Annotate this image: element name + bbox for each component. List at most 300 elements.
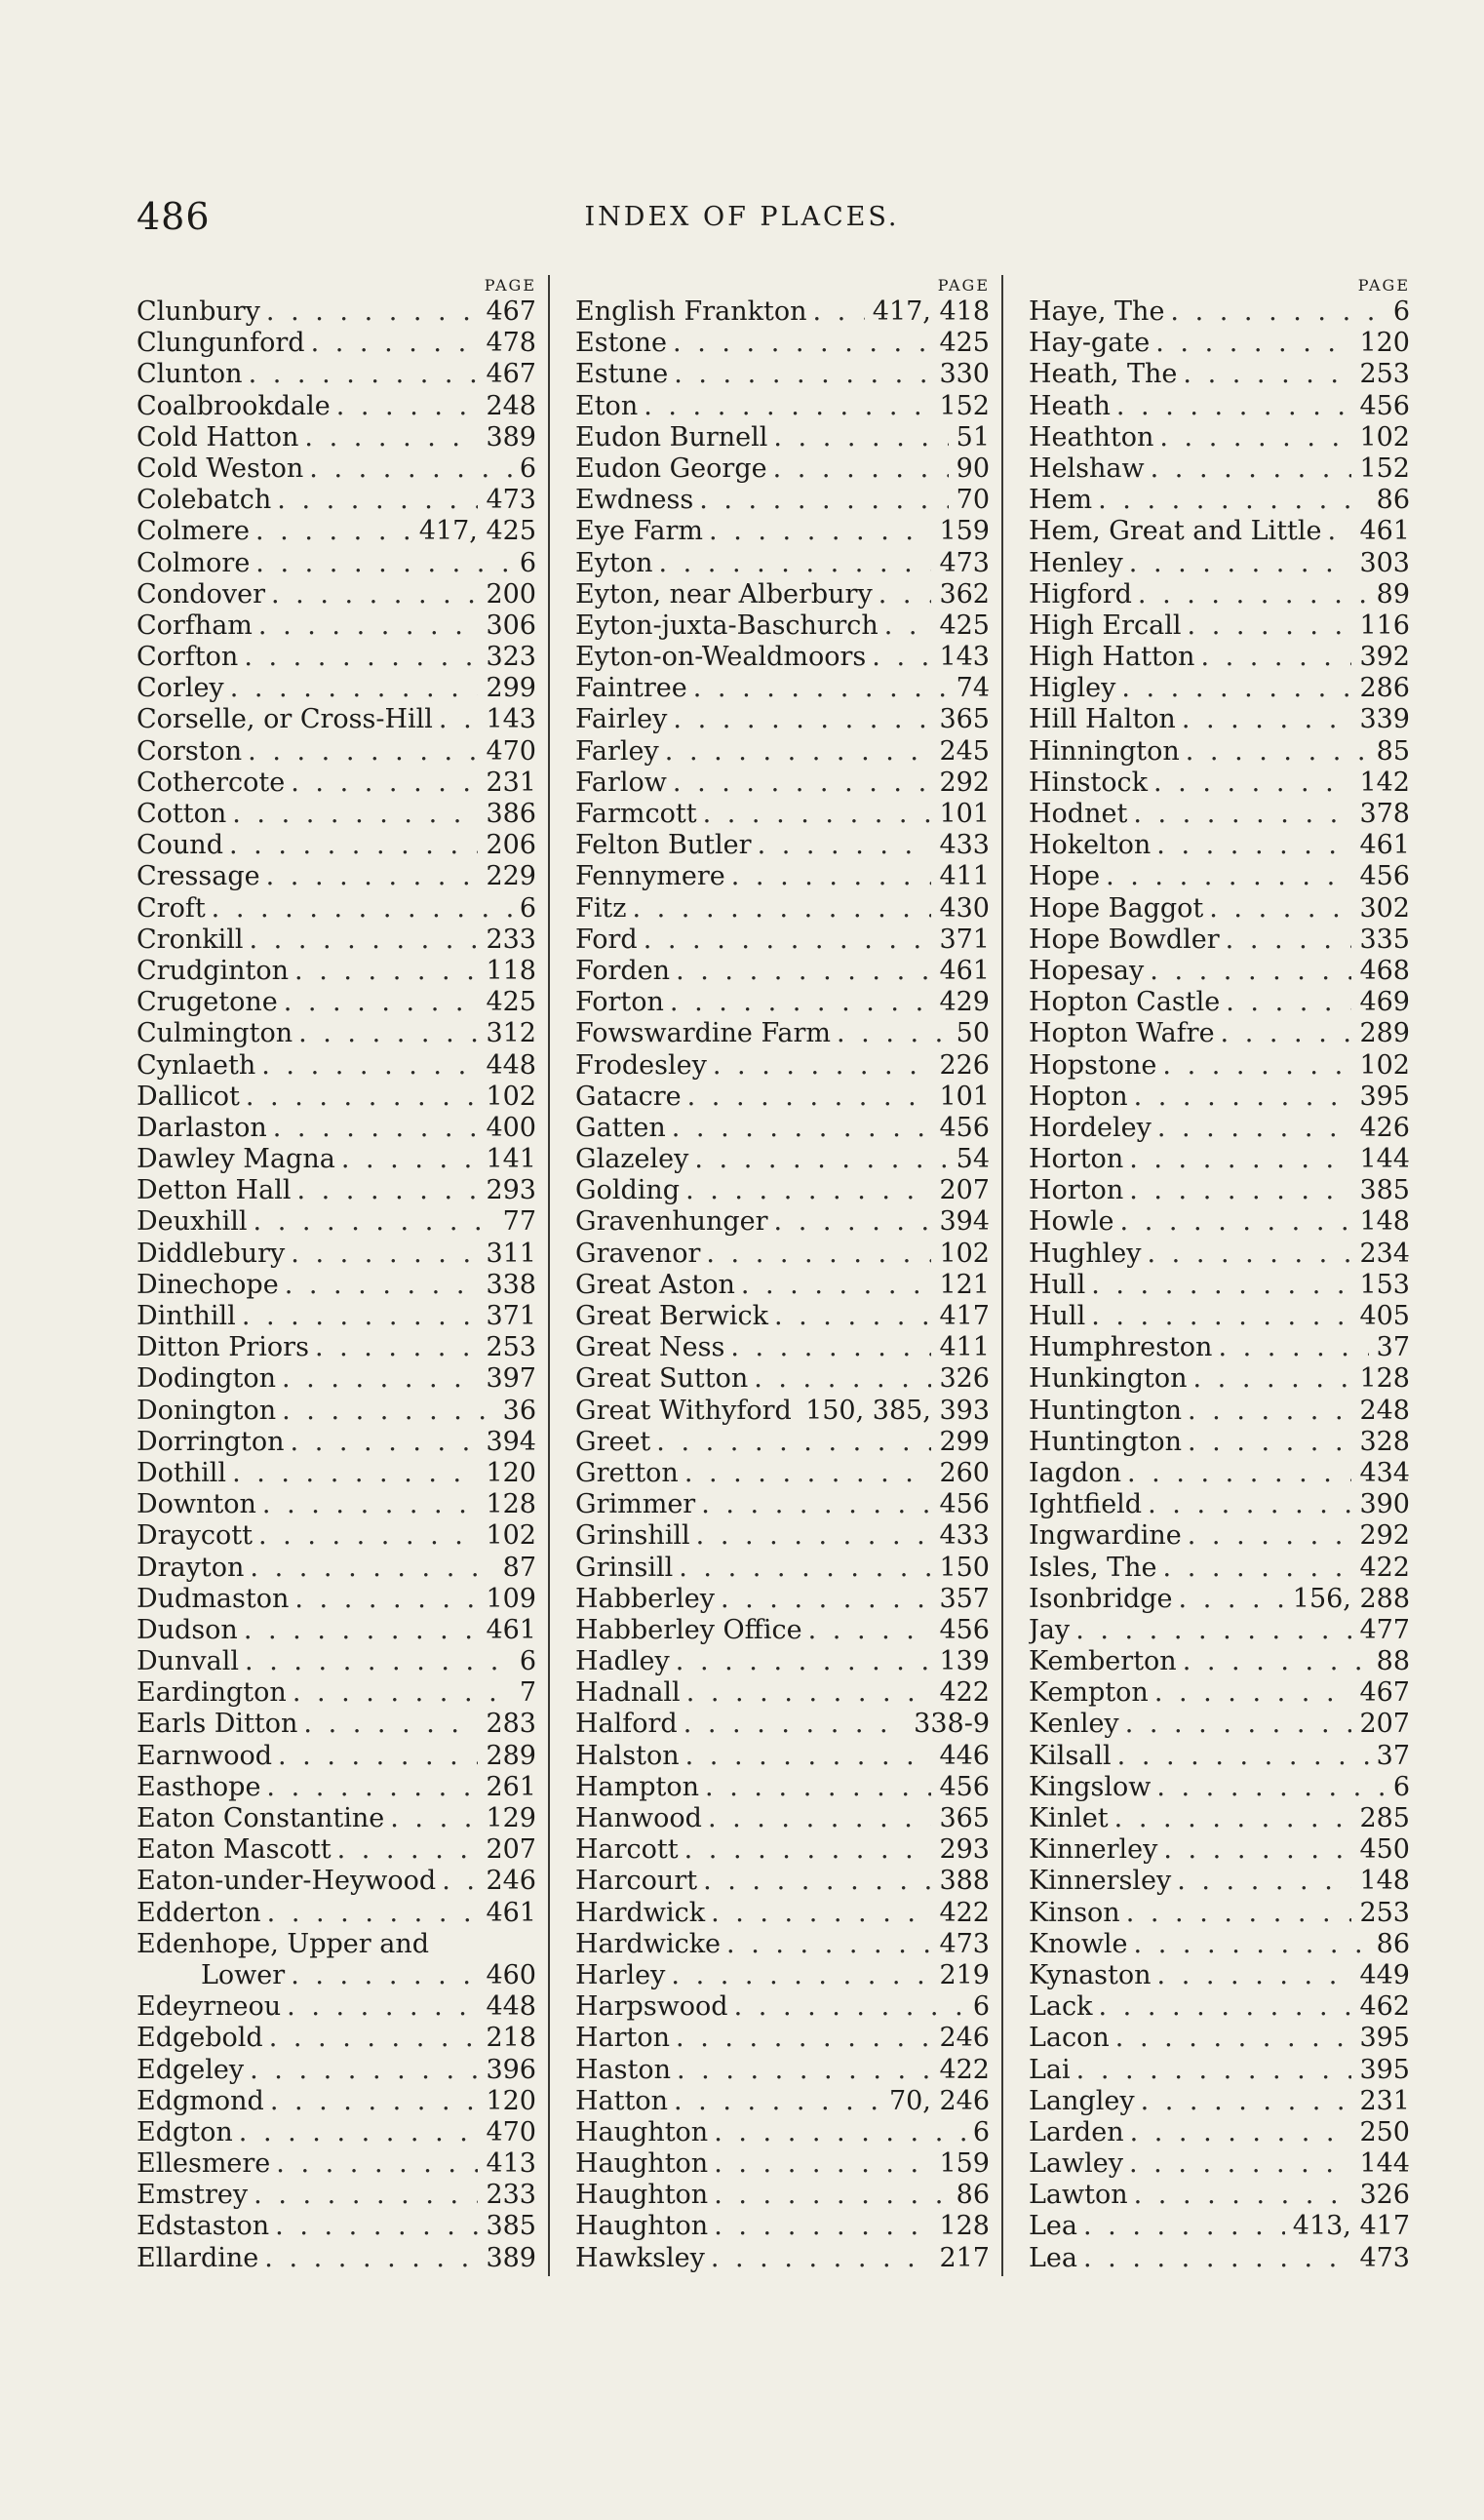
page-reference: 6 bbox=[972, 1991, 990, 2023]
index-entry bbox=[137, 1270, 536, 1301]
index-entry bbox=[575, 2117, 990, 2148]
index-entry bbox=[1029, 2086, 1410, 2117]
dot-leader bbox=[1111, 391, 1352, 422]
index-column-1 bbox=[137, 275, 548, 2276]
place-name: Hawksley bbox=[575, 2242, 705, 2273]
index-entry bbox=[137, 1991, 536, 2023]
page-reference: 88 bbox=[1376, 1646, 1410, 1677]
place-name: Estone bbox=[575, 328, 668, 359]
dot-leader bbox=[250, 516, 411, 547]
index-entry bbox=[137, 1427, 536, 1458]
index-entry bbox=[575, 579, 990, 610]
page-reference: 234 bbox=[1359, 1238, 1410, 1269]
page-reference: 388 bbox=[939, 1866, 990, 1897]
index-entry bbox=[575, 548, 990, 579]
index-entry bbox=[137, 2117, 536, 2148]
index-entry bbox=[1029, 768, 1410, 799]
page-reference: 477 bbox=[1359, 1614, 1410, 1645]
index-entry bbox=[1029, 328, 1410, 359]
place-name: Grinshill bbox=[575, 1520, 690, 1552]
dot-leader bbox=[242, 736, 478, 768]
index-entry bbox=[137, 1929, 536, 1960]
index-entry bbox=[1029, 799, 1410, 830]
index-entry bbox=[1029, 893, 1410, 925]
page-reference: 128 bbox=[1359, 1363, 1410, 1395]
index-entry bbox=[137, 1301, 536, 1332]
page-reference: 261 bbox=[486, 1771, 536, 1802]
place-name: Corston bbox=[137, 735, 243, 767]
index-entry bbox=[575, 1363, 990, 1395]
index-entry bbox=[575, 830, 990, 861]
index-entry bbox=[1029, 1960, 1410, 1991]
index-entry bbox=[137, 516, 536, 547]
dot-leader bbox=[236, 1301, 479, 1332]
page-reference: 233 bbox=[486, 924, 536, 955]
place-name: Iagdon bbox=[1029, 1457, 1121, 1488]
page-reference: 462 bbox=[1359, 1991, 1410, 2023]
dot-leader bbox=[255, 1050, 478, 1082]
dot-leader bbox=[708, 2148, 931, 2180]
dot-leader bbox=[263, 2023, 479, 2054]
place-name: Eton bbox=[575, 390, 639, 421]
place-name: Farmcott bbox=[575, 799, 697, 829]
dot-leader bbox=[670, 956, 931, 987]
index-entry bbox=[575, 391, 990, 422]
page-reference: 434 bbox=[1359, 1457, 1410, 1488]
dot-leader bbox=[879, 610, 932, 642]
page-reference: 478 bbox=[486, 328, 536, 359]
page-reference: 207 bbox=[1359, 1709, 1410, 1740]
page-reference: 338 bbox=[486, 1269, 536, 1300]
place-name: Fowswardine Farm bbox=[575, 1018, 831, 1049]
page-reference: 395 bbox=[1359, 2023, 1410, 2054]
page-reference: 473 bbox=[939, 1928, 990, 1959]
index-entry bbox=[575, 2180, 990, 2211]
page-reference: 101 bbox=[939, 1081, 990, 1112]
page-reference: 417, 418 bbox=[872, 296, 990, 327]
dot-leader bbox=[260, 1772, 478, 1803]
page-reference: 70, 246 bbox=[888, 2085, 990, 2116]
place-name: Hill Halton bbox=[1029, 704, 1176, 735]
page-reference: 6 bbox=[519, 453, 536, 484]
index-entry bbox=[137, 1803, 536, 1834]
place-name: Clunbury bbox=[137, 296, 260, 327]
index-entry bbox=[137, 1239, 536, 1270]
dot-leader bbox=[708, 2211, 931, 2242]
place-name: Coalbrookdale bbox=[137, 390, 331, 421]
page-reference: 152 bbox=[1359, 453, 1410, 484]
dot-leader bbox=[1203, 893, 1351, 925]
dot-leader bbox=[1182, 1396, 1351, 1427]
place-name: Haye, The bbox=[1029, 296, 1165, 327]
page-reference: 467 bbox=[486, 359, 536, 390]
index-entry bbox=[1029, 548, 1410, 579]
page-reference: 467 bbox=[1359, 1677, 1410, 1709]
place-name: Ditton Priors bbox=[137, 1332, 309, 1363]
dot-leader bbox=[873, 579, 932, 610]
place-name: Cynlaeth bbox=[137, 1049, 256, 1081]
index-entry bbox=[575, 610, 990, 642]
index-entry bbox=[575, 296, 990, 328]
index-entry bbox=[137, 1898, 536, 1929]
dot-leader bbox=[668, 359, 931, 390]
index-entry bbox=[575, 1834, 990, 1866]
index-entry bbox=[137, 1615, 536, 1646]
page-reference: 7 bbox=[519, 1677, 536, 1709]
page-reference: 90 bbox=[956, 453, 990, 484]
dot-leader bbox=[287, 1677, 512, 1709]
page-reference: 390 bbox=[1359, 1489, 1410, 1520]
dot-leader bbox=[239, 1646, 512, 1677]
place-name: Fitz bbox=[575, 892, 627, 924]
index-entry bbox=[137, 1741, 536, 1772]
dot-leader bbox=[666, 1113, 932, 1144]
dot-leader bbox=[285, 1239, 478, 1270]
index-entry bbox=[575, 1301, 990, 1332]
place-name: Dallicot bbox=[137, 1081, 240, 1112]
dot-leader bbox=[802, 1615, 932, 1646]
place-name: English Frankton bbox=[575, 296, 807, 327]
index-entry bbox=[575, 1332, 990, 1363]
index-entry bbox=[1029, 1113, 1410, 1144]
page-reference: 120 bbox=[486, 2085, 536, 2116]
place-name: Hunkington bbox=[1029, 1363, 1188, 1395]
place-name: Hem bbox=[1029, 485, 1093, 516]
place-name: Horton bbox=[1029, 1175, 1124, 1206]
page-reference: 400 bbox=[486, 1112, 536, 1143]
page-reference: 6 bbox=[1392, 1771, 1410, 1802]
place-name: Golding bbox=[575, 1175, 681, 1206]
index-entry bbox=[1029, 1270, 1410, 1301]
page-reference: 207 bbox=[939, 1175, 990, 1206]
index-entry bbox=[137, 893, 536, 925]
page-reference: 326 bbox=[1359, 2180, 1410, 2211]
place-name: Farlow bbox=[575, 767, 667, 798]
index-entry bbox=[137, 422, 536, 453]
dot-leader bbox=[285, 1427, 479, 1458]
page-reference: 461 bbox=[939, 955, 990, 986]
place-name: Ellesmere bbox=[137, 2148, 271, 2180]
index-entry bbox=[1029, 642, 1410, 673]
dot-leader bbox=[281, 1991, 478, 2023]
index-entry bbox=[1029, 359, 1410, 390]
index-entry bbox=[1029, 830, 1410, 861]
index-entry bbox=[1029, 673, 1410, 704]
place-name: Habberley bbox=[575, 1583, 715, 1614]
place-name: Dudmaston bbox=[137, 1583, 290, 1614]
place-name: Henley bbox=[1029, 547, 1123, 578]
index-entry bbox=[1029, 1677, 1410, 1709]
index-entry bbox=[137, 2211, 536, 2242]
page-reference: 102 bbox=[486, 1081, 536, 1112]
dot-leader bbox=[1177, 1646, 1369, 1677]
page-reference: 425 bbox=[939, 328, 990, 359]
place-name: Corselle, or Cross-Hill bbox=[137, 704, 433, 735]
page-reference: 449 bbox=[1359, 1959, 1410, 1990]
dot-leader bbox=[285, 768, 478, 799]
place-name: Croft bbox=[137, 892, 206, 924]
index-entry bbox=[1029, 1427, 1410, 1458]
page-reference: 248 bbox=[1359, 1395, 1410, 1426]
index-entry bbox=[575, 1677, 990, 1709]
index-entry bbox=[1029, 1584, 1410, 1615]
place-name: Kinnersley bbox=[1029, 1866, 1172, 1897]
page-reference: 450 bbox=[1359, 1834, 1410, 1866]
page-reference: 470 bbox=[486, 2116, 536, 2147]
page-reference: 217 bbox=[939, 2242, 990, 2273]
index-entry bbox=[1029, 1803, 1410, 1834]
dot-leader bbox=[767, 422, 948, 453]
dot-leader bbox=[291, 1175, 478, 1206]
place-name: Dinechope bbox=[137, 1269, 279, 1300]
place-name: Hadnall bbox=[575, 1677, 681, 1709]
page-reference: 102 bbox=[486, 1520, 536, 1552]
place-name: Hope bbox=[1029, 861, 1101, 892]
dot-leader bbox=[261, 1898, 479, 1929]
page-reference: 129 bbox=[486, 1803, 536, 1833]
place-name: Great Sutton bbox=[575, 1363, 749, 1395]
index-entry bbox=[137, 1113, 536, 1144]
index-entry bbox=[137, 1520, 536, 1552]
page-reference: 102 bbox=[1359, 421, 1410, 453]
index-entry bbox=[575, 1458, 990, 1489]
dot-leader bbox=[243, 359, 479, 390]
dot-leader bbox=[699, 1772, 931, 1803]
page-reference: 233 bbox=[486, 2180, 536, 2211]
place-name: Lawley bbox=[1029, 2148, 1124, 2180]
place-name: Draycott bbox=[137, 1520, 253, 1552]
page-reference: 51 bbox=[956, 421, 990, 453]
page-reference: 245 bbox=[939, 735, 990, 767]
place-name: Detton Hall bbox=[137, 1175, 292, 1206]
dot-leader bbox=[298, 422, 478, 453]
index-entry bbox=[575, 1615, 990, 1646]
page-reference: 433 bbox=[939, 830, 990, 861]
page-reference: 289 bbox=[1359, 1018, 1410, 1049]
place-name: Fairley bbox=[575, 704, 668, 735]
index-entry bbox=[1029, 987, 1410, 1018]
page-reference: 306 bbox=[486, 610, 536, 641]
index-entry bbox=[575, 925, 990, 956]
page-reference: 303 bbox=[1359, 547, 1410, 578]
page-reference: 425 bbox=[939, 610, 990, 641]
page-reference: 433 bbox=[939, 1520, 990, 1552]
dot-leader bbox=[700, 1239, 931, 1270]
page-reference: 311 bbox=[486, 1238, 536, 1269]
place-name: Darlaston bbox=[137, 1112, 267, 1143]
page-reference: 143 bbox=[486, 704, 536, 735]
index-entry bbox=[1029, 391, 1410, 422]
place-name: Great Aston bbox=[575, 1269, 735, 1300]
dot-leader bbox=[748, 1363, 931, 1395]
place-name: Colebatch bbox=[137, 485, 272, 516]
index-entry bbox=[1029, 422, 1410, 453]
index-entry bbox=[1029, 1929, 1410, 1960]
place-name: Isles, The bbox=[1029, 1552, 1157, 1583]
place-name: Halston bbox=[575, 1740, 680, 1771]
index-entry bbox=[137, 987, 536, 1018]
page-reference: 218 bbox=[486, 2023, 536, 2054]
dot-leader bbox=[1132, 579, 1369, 610]
place-name: Felton Butler bbox=[575, 830, 752, 861]
dot-leader bbox=[1115, 673, 1351, 704]
place-name: Estune bbox=[575, 359, 669, 390]
dot-leader bbox=[244, 2055, 478, 2086]
index-entry bbox=[1029, 1772, 1410, 1803]
page-reference: 156, 288 bbox=[1292, 1583, 1410, 1614]
index-entry bbox=[137, 673, 536, 704]
page-reference: 70 bbox=[956, 485, 990, 516]
dot-leader bbox=[752, 830, 932, 861]
index-entry bbox=[1029, 2148, 1410, 2180]
dot-leader bbox=[1220, 987, 1351, 1018]
place-name: Gretton bbox=[575, 1457, 679, 1488]
place-name: Ford bbox=[575, 924, 638, 955]
dot-leader bbox=[1100, 861, 1351, 892]
index-entry bbox=[137, 1584, 536, 1615]
dot-leader bbox=[678, 1709, 906, 1740]
place-name: Lacon bbox=[1029, 2023, 1110, 2054]
dot-leader bbox=[1182, 1427, 1351, 1458]
page-reference: 231 bbox=[486, 767, 536, 798]
index-entry bbox=[1029, 1363, 1410, 1395]
page-reference: 37 bbox=[1376, 1332, 1410, 1363]
page-reference: 371 bbox=[939, 924, 990, 955]
index-entry bbox=[1029, 861, 1410, 892]
place-name: Gravenor bbox=[575, 1238, 701, 1269]
place-name: Jay bbox=[1029, 1614, 1071, 1645]
page-reference: 128 bbox=[939, 2211, 990, 2242]
dot-leader bbox=[289, 1584, 478, 1615]
page-reference: 392 bbox=[1359, 642, 1410, 673]
page-reference: 260 bbox=[939, 1457, 990, 1488]
index-entry bbox=[137, 956, 536, 987]
place-name: Cressage bbox=[137, 861, 260, 892]
place-name: Cothercote bbox=[137, 767, 286, 798]
dot-leader bbox=[1171, 1866, 1351, 1897]
index-entry bbox=[575, 1646, 990, 1677]
place-name: Kingslow bbox=[1029, 1771, 1152, 1802]
place-name: Cotton bbox=[137, 799, 227, 829]
place-name: Hopton Wafre bbox=[1029, 1018, 1215, 1049]
dot-leader bbox=[705, 1898, 931, 1929]
place-name: Eyton, near Alberbury bbox=[575, 578, 873, 610]
dot-leader bbox=[724, 1332, 931, 1363]
page-reference: 470 bbox=[486, 735, 536, 767]
index-entry bbox=[575, 1584, 990, 1615]
page-reference: 405 bbox=[1359, 1301, 1410, 1331]
index-entry bbox=[137, 1206, 536, 1238]
place-name: Diddlebury bbox=[137, 1238, 286, 1269]
index-entry bbox=[575, 2055, 990, 2086]
page-reference: 411 bbox=[939, 861, 990, 892]
index-entry bbox=[137, 861, 536, 892]
page-reference: 159 bbox=[939, 2148, 990, 2180]
place-name: Eardington bbox=[137, 1677, 287, 1709]
place-name: Cronkill bbox=[137, 924, 244, 955]
place-name: Corley bbox=[137, 673, 224, 704]
place-name: Great Withyford bbox=[575, 1395, 792, 1426]
index-entry bbox=[575, 704, 990, 735]
dot-leader bbox=[226, 799, 478, 830]
place-name: Earls Ditton bbox=[137, 1709, 298, 1740]
index-entry bbox=[137, 1489, 536, 1520]
place-name: Kinson bbox=[1029, 1897, 1120, 1928]
index-entry bbox=[137, 359, 536, 390]
page-reference: 365 bbox=[939, 704, 990, 735]
page-reference: 207 bbox=[486, 1834, 536, 1866]
place-name: Lea bbox=[1029, 2211, 1078, 2242]
dot-leader bbox=[279, 1270, 479, 1301]
place-name: Hopton bbox=[1029, 1081, 1128, 1112]
place-name: Crugetone bbox=[137, 987, 278, 1018]
place-name: Dodington bbox=[137, 1363, 276, 1395]
index-entry bbox=[1029, 1520, 1410, 1552]
place-name: Colmore bbox=[137, 547, 251, 578]
page-reference: 153 bbox=[1359, 1269, 1410, 1300]
index-entry bbox=[575, 1520, 990, 1552]
index-entry bbox=[1029, 1332, 1410, 1363]
place-name: Hinnington bbox=[1029, 735, 1180, 767]
place-name: Cold Hatton bbox=[137, 421, 299, 453]
index-entry bbox=[137, 1175, 536, 1206]
page-reference: 430 bbox=[939, 892, 990, 924]
index-entry bbox=[575, 359, 990, 390]
dot-leader bbox=[269, 2211, 478, 2242]
index-entry bbox=[575, 956, 990, 987]
dot-leader bbox=[276, 1396, 495, 1427]
dot-leader bbox=[1212, 1332, 1368, 1363]
dot-leader bbox=[1188, 1363, 1352, 1395]
page-reference: 293 bbox=[939, 1834, 990, 1866]
page-reference: 413 bbox=[486, 2148, 536, 2180]
place-name: Eye Farm bbox=[575, 516, 704, 547]
page-reference: 302 bbox=[1359, 892, 1410, 924]
dot-leader bbox=[285, 1960, 478, 1991]
page-reference: 139 bbox=[939, 1646, 990, 1677]
page-reference: 50 bbox=[956, 1018, 990, 1049]
place-name: Cound bbox=[137, 830, 223, 861]
index-entry bbox=[137, 736, 536, 768]
page-reference: 85 bbox=[1376, 735, 1410, 767]
index-entry bbox=[1029, 1553, 1410, 1584]
place-name: Drayton bbox=[137, 1552, 245, 1583]
page-reference: 128 bbox=[486, 1489, 536, 1520]
dot-leader bbox=[271, 485, 478, 516]
dot-leader bbox=[1085, 1301, 1351, 1332]
index-entry bbox=[575, 1803, 990, 1834]
page-reference: 473 bbox=[939, 547, 990, 578]
place-name: Huntington bbox=[1029, 1395, 1182, 1426]
place-name: Deuxhill bbox=[137, 1206, 248, 1238]
page-reference: 461 bbox=[1359, 830, 1410, 861]
index-entry bbox=[575, 1929, 990, 1960]
index-entry bbox=[137, 328, 536, 359]
index-entry bbox=[1029, 1396, 1410, 1427]
dot-leader bbox=[1077, 2243, 1351, 2274]
dot-leader bbox=[433, 704, 479, 735]
place-name: Glazeley bbox=[575, 1144, 689, 1175]
dot-leader bbox=[270, 2148, 478, 2180]
page-column-header: PAGE bbox=[937, 276, 990, 295]
dot-leader bbox=[331, 391, 479, 422]
page-reference: 378 bbox=[1359, 799, 1410, 829]
index-entry bbox=[575, 485, 990, 516]
place-name: Helshaw bbox=[1029, 453, 1145, 484]
dot-leader bbox=[735, 1270, 932, 1301]
place-name: Kinnerley bbox=[1029, 1834, 1158, 1866]
page-reference: 248 bbox=[486, 390, 536, 421]
